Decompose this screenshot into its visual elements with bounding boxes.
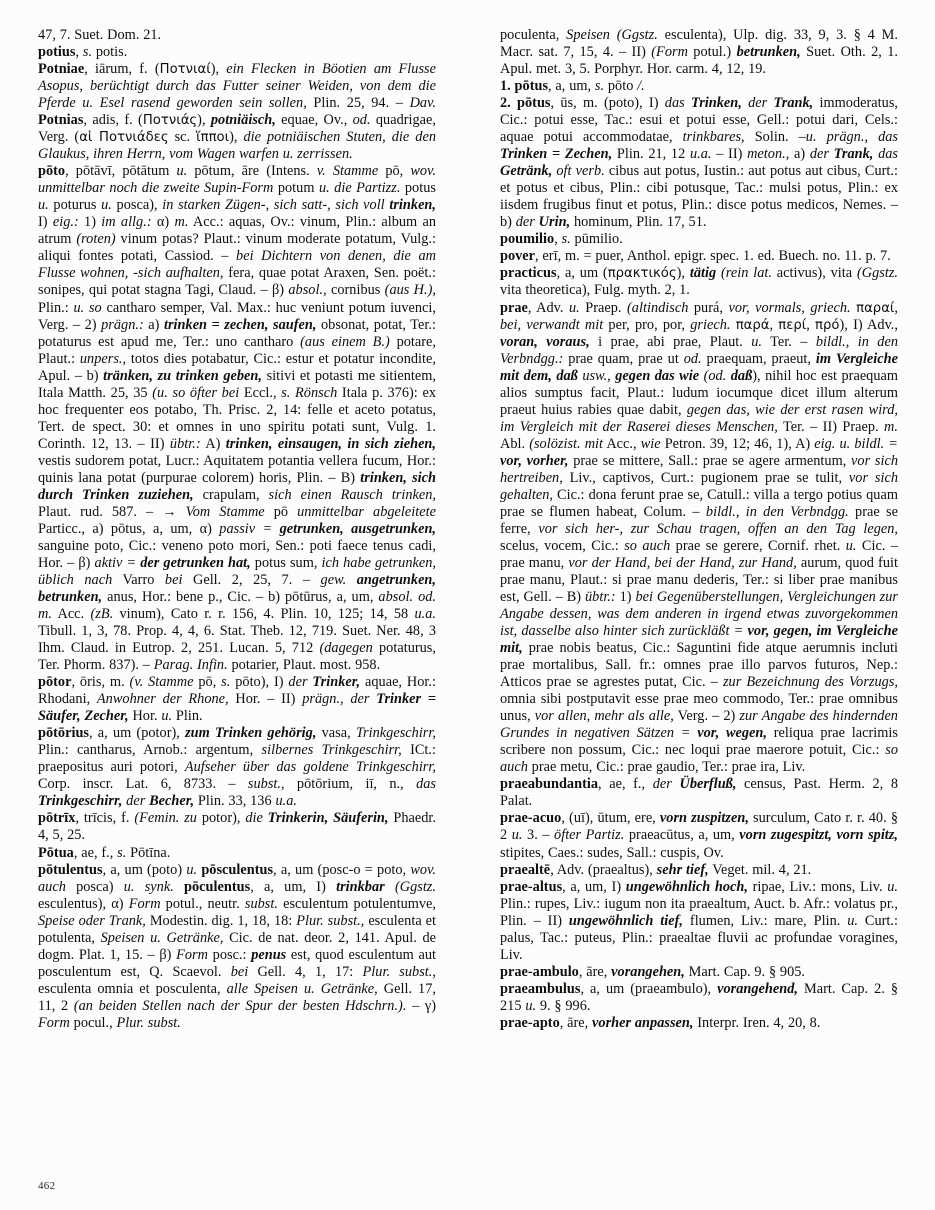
dictionary-entry: pover, erī, m. = puer, Anthol. epigr. spec. 1. ed. Buech. no. 11. p. 7. (500, 248, 891, 265)
dictionary-entry: praealtē, Adv. (praealtus), sehr tief, Veget. mil. 4, 21. (500, 861, 812, 878)
page-number: 462 (38, 1180, 56, 1192)
dictionary-entry: prae, Adv. u. Praep. (altindisch purá, vor, vormals, griech. παραί, bei, verwandt mit per, pro, por, griech. παρά, περί, πρό), I) Adv., voran, voraus, i prae, abi prae, Plaut. u. Ter. – bildl., in den Verbndgg.: prae quam, prae ut od. praequam, praeut, im Vergleiche mit dem, daß usw., gegen das wie (od. daß), nihil hoc est praequam alios sumptus facit, Plaut.: ludum iocumque dicet illum alterum praeut huius rabies quae dabit, gegen das, wie der erst rasen wird, im Vergleich mit der Raserei dieses Menschen, Ter. – II) Praep. m. Abl. (solözist. mit Acc., wie Petron. 39, 12; 46, 1), A) eig. u. bildl. = vor, vorher, prae se mittere, Sall.: prae se agere armentum, vor sich hertreiben, Liv., captivos, Curt.: pugionem prae se tulit, vor sich gehalten, Cic.: dona ferunt prae se, Catull.: villa a tergo potius quam prae se flumen habeat, Colum. – bildl., in den Verbndgg. prae se ferre, vor sich her-, zur Schau tragen, offen an den Tag legen, scelus, vocem, Cic.: so auch prae se gerere, Cornif. rhet. u. Cic. – prae manu, vor der Hand, bei der Hand, zur Hand, aurum, quod fuit prae manu, Plaut.: si prae manu dederis, Ter.: si liber prae manibus est, Gell. – B) übtr.: 1) bei Gegenüberstellungen, Vergleichungen zur Angabe dessen, was dem anderen in irgend etwas zuvorgekommen ist, dasselbe also hinter sich zurückläßt = vor, gegen, im Vergleiche mit, prae nobis beatus, Cic.: Saguntini fide atque aerumnis incluti prae mortalibus, Sall. fr.: omnes prae illo parvos futuros, Nep.: Atticos prae se agrestes putat, Cic. – zur Bezeichnung des Vorzugs, omnia sibi postputavit esse prae meo commodo, Ter.: prae omnibus unus, vor allen, mehr als alle, Verg. – 2) zur Angabe des hindernden Grundes in negativen Sätzen = vor, wegen, reliqua prae lacrimis scribere non possum, Cic.: nec loqui prae maerore potuit, Cic.: so auch prae metu, Cic.: prae gaudio, Ter.: prae ira, Liv. (500, 299, 899, 776)
dictionary-entry: pōtor, ōris, m. (v. Stamme pō, s. pōto), I) der Trinker, aquae, Hor.: Rhodani, Anwohner der Rhone, Hor. – II) prägn., der Trinker = Säufer, Zecher, Hor. u. Plin. (38, 674, 437, 725)
dictionary-entry: prae-acuo, (uī), ūtum, ere, vorn zuspitzen, surculum, Cato r. r. 40. § 2 u. 3. – öfter Partiz. praeacūtus, a, um, vorn zugespitzt, vorn spitz, stipites, Caes.: sudes, Sall.: cuspis, Ov. (500, 810, 898, 861)
page-columns (38, 27, 898, 1032)
dictionary-entry: praeabundantia, ae, f., der Überfluß, census, Past. Herm. 2, 8 Palat. (500, 776, 898, 810)
dictionary-entry: practicus, a, um (πρακτικός), tätig (rein lat. activus), vita (Ggstz. vita theoretica), Fulg. myth. 2, 1. (500, 265, 899, 299)
left-column (38, 27, 436, 1032)
dictionary-entry: pōtulentus, a, um (poto) u. pōsculentus, a, um (posc-o = poto, wov. auch posca) u. synk. pōculentus, a, um, I) trinkbar (Ggstz. esculentus), α) Form potul., neutr. subst. esculentum potulentumve, Speise oder Trank, Modestin. dig. 1, 18, 18: Plur. subst., esculenta et potulenta, Speisen u. Getränke, Cic. de nat. deor. 2, 141. Apul. de dogm. Plat. 1, 15. – β) Form posc.: penus est, quod esculentum aut posculentum est, Q. Scaevol. bei Gell. 4, 1, 17: Plur. subst., esculenta omnia et posculenta, alle Speisen u. Getränke, Gell. 17, 11, 2 (an beiden Stellen nach der Spur der besten Hdschrn.). – γ) Form pocul., Plur. subst. (38, 861, 437, 1031)
dictionary-entry: potius, s. potis. (38, 44, 128, 61)
dictionary-entry: poculenta, Speisen (Ggstz. esculenta), Ulp. dig. 33, 9, 3. § 4 M. Macr. sat. 7, 15, 4. – II) (Form potul.) betrunken, Suet. Oth. 2, 1. Apul. met. 3, 5. Porphyr. Hor. carm. 4, 12, 19. (500, 27, 898, 78)
dictionary-entry: pōtōrius, a, um (potor), zum Trinken gehörig, vasa, Trinkgeschirr, Plin.: cantharus, Arnob.: argentum, silbernes Trinkgeschirr, ICt.: praepositus auri potori, Aufseher über das goldene Trinkgeschirr, Corp. inscr. Lat. 6, 8733. – subst., pōtōrium, iī, n., das Trinkgeschirr, der Becher, Plin. 33, 136 u.a. (38, 725, 436, 810)
dictionary-entry: pōtrīx, trīcis, f. (Femin. zu potor), die Trinkerin, Säuferin, Phaedr. 4, 5, 25. (38, 810, 436, 844)
dictionary-entry: prae-apto, āre, vorher anpassen, Interpr. Iren. 4, 20, 8. (500, 1014, 821, 1031)
dictionary-entry: prae-altus, a, um, I) ungewöhnlich hoch, ripae, Liv.: mons, Liv. u. Plin.: rupes, Liv.: iugum non ita praealtum, Auct. b. Afr.: volatus pr., Plin. – II) ungewöhnlich tief, flumen, Liv.: mare, Plin. u. Curt.: palus, Tac.: puteus, Plin.: praealtae fluvii ac profundae voragines, Liv. (500, 878, 898, 963)
dictionary-entry: 1. pōtus, a, um, s. pōto /. (500, 78, 645, 95)
dictionary-entry: 47, 7. Suet. Dom. 21. (38, 27, 162, 43)
dictionary-entry: pōto, pōtāvī, pōtātum u. pōtum, āre (Intens. v. Stamme pō, wov. unmittelbar noch die zweite Supin-Form potum u. die Partizz. potus u. poturus u. posca), in starken Zügen-, sich satt-, sich voll trinken, I) eig.: 1) im allg.: α) m. Acc.: aquas, Ov.: vinum, Plin.: album an atrum (roten) vinum potas? Plaut.: vinum moderate potatum, Vulg.: aliqui fontes potati, Cassiod. – bei Dichtern von denen, die am Flusse wohnen, -sich aufhalten, fera, quae potat Araxen, Sen. poët.: sonipes, qui potat stagna Tagi, Claud. – β) absol., cornibus (aus H.), Plin.: u. so cantharo semper, Val. Max.: huc veniunt potum iuvenci, Verg. – 2) prägn.: a) trinken = zechen, saufen, obsonat, potat, Ter.: potaturus est apud me, Ter.: uno cantharo (aus einem B.) potare, Plaut.: unpers., totos dies potabatur, Cic.: estur et potatur incondite, Apul. – b) tränken, zu trinken geben, sitivi et potasti me sitientem, Itala Matth. 25, 35 (u. so öfter bei Eccl., s. Rönsch Itala p. 376): ex hoc frequenter eos potabo, Th. Prisc. 2, 14: felle et aceto potatus, Tert. de spect. 30: et omnes in uno spiritu potati sunt, Vulg. 1. Corinth. 12, 13. – II) übtr.: A) trinken, einsaugen, in sich ziehen, vestis sudorem potat, Lucr.: Aquitatem potantia vellera fucum, Hor.: quinis lana potat (purpurae colorem) horis, Plin. – B) trinken, sich durch Trinken zuziehen, crapulam, sich einen Rausch trinken, Plaut. rud. 587. – → Vom Stamme pō unmittelbar abgeleitete Particc., a) pōtus, a, um, α) passiv = getrunken, ausgetrunken, sanguine poto, Cic.: veneno poto mori, Sen.: poti faece tenus cadi, Hor. – β) aktiv = der getrunken hat, potus sum, ich habe getrunken, üblich nach Varro bei Gell. 2, 25, 7. – gew. angetrunken, betrunken, anus, Hor.: bene p., Cic. – b) pōtūrus, a, um, absol. od. m. Acc. (zB. vinum), Cato r. r. 156, 4. Plin. 10, 125; 14, 58 u.a. Tibull. 1, 3, 78. Prop. 4, 4, 6. Stat. Theb. 12, 719. Suet. Ner. 48, 3 Ihm. Claud. in Eutrop. 2, 251. Lucan. 5, 712 (dagegen potaturus, Ter. Phorm. 837). – Parag. Infin. potarier, Plaut. most. 958. (38, 163, 437, 674)
dictionary-entry: praeambulus, a, um (praeambulo), vorangehend, Mart. Cap. 2. § 215 u. 9. § 996. (500, 980, 898, 1014)
right-column (500, 27, 898, 1032)
dictionary-entry: prae-ambulo, āre, vorangehen, Mart. Cap. 9. § 905. (500, 963, 806, 980)
dictionary-entry: 2. pōtus, ūs, m. (poto), I) das Trinken, der Trank, immoderatus, Cic.: potui esse, Tac.: esui et potui esse, Gell.: potui dari, Cels.: aquae potui accommodatae, trinkbares, Solin. –u. prägn., das Trinken = Zechen, Plin. 21, 12 u.a. – II) meton., a) der Trank, das Getränk, oft verb. cibus aut potus, Iustin.: aut potus aut cibus, Curt.: et potus et cibus, Plin.: cibi potusque, Tac.: mulsi potus, Plin.: ex iisdem frugibus finut et potus, Plin.: disce potus medicos, Nemes. – b) der Urin, hominum, Plin. 17, 51. (500, 95, 899, 231)
dictionary-entry: Potniae, iārum, f. (Ποτνιαί), ein Flecken in Böotien am Flusse Asopus, berüchtigt durch das Futter seiner Weiden, von dem die Pferde u. Esel rasend geworden sein sollen, Plin. 25, 94. – Dav. Potnias, adis, f. (Ποτνιάς), potniäisch, equae, Ov., od. quadrigae, Verg. (αἱ Ποτνιάδες sc. ἵπποι), die potniäischen Stuten, die den Glaukus, ihren Herrn, vom Wagen warfen u. zerrissen. (38, 61, 437, 163)
dictionary-entry: poumilio, s. pūmilio. (500, 231, 623, 248)
dictionary-entry: Pōtua, ae, f., s. Pōtīna. (38, 844, 171, 861)
